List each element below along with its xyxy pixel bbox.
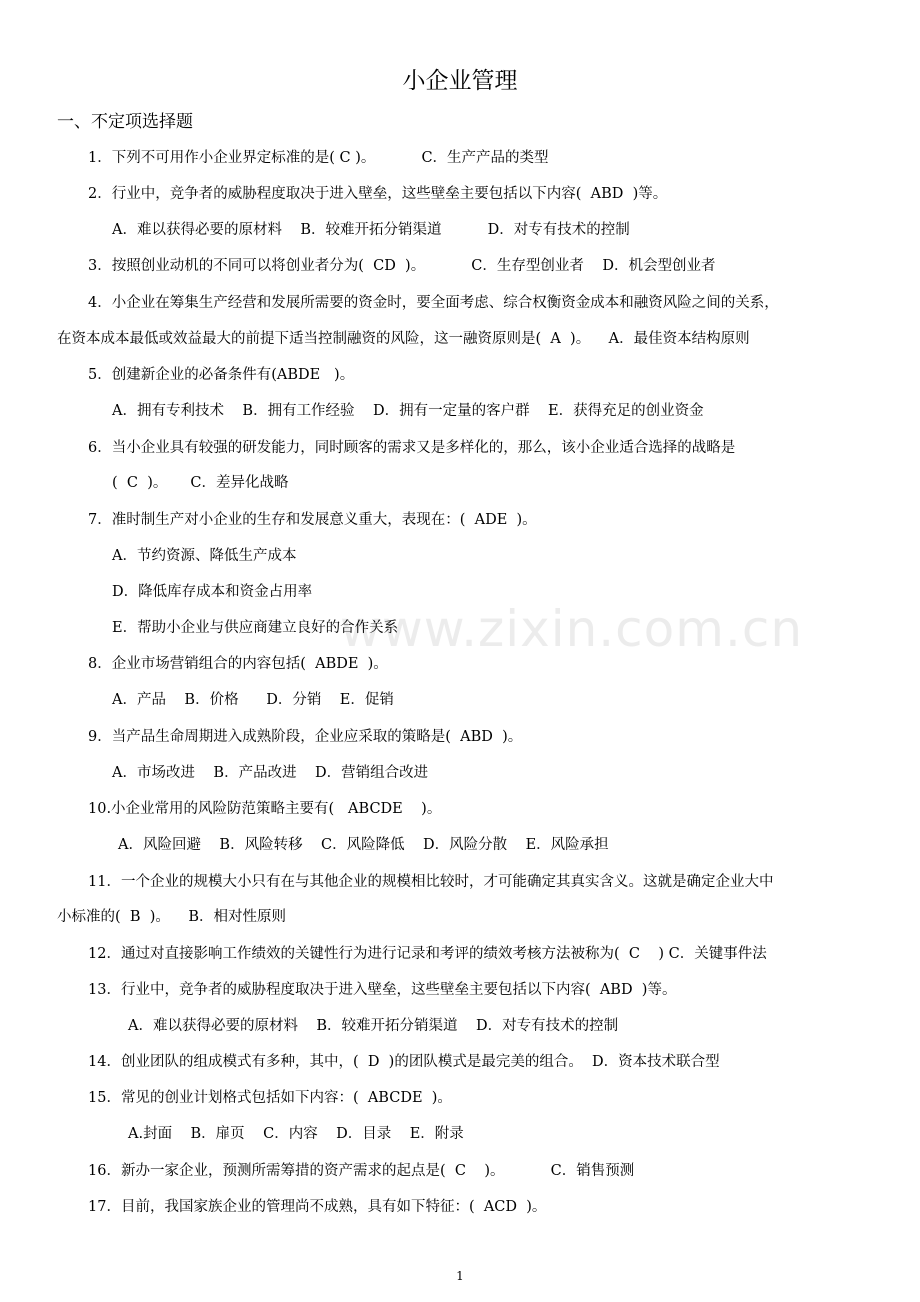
question-2-options: A．难以获得必要的原材料 B．较难开拓分销渠道 D．对专有技术的控制 xyxy=(112,222,630,238)
section-heading: 一、不定项选择题 xyxy=(57,112,193,132)
watermark-text: www.zixin.com.cn xyxy=(340,600,804,658)
question-7-option-d: D．降低库存成本和资金占用率 xyxy=(112,584,313,600)
question-7-option-e: E．帮助小企业与供应商建立良好的合作关系 xyxy=(112,620,399,636)
question-10-options: A．风险回避 B．风险转移 C．风险降低 D．风险分散 E．风险承担 xyxy=(118,837,609,853)
question-8: 8．企业市场营销组合的内容包括( ABDE )。 xyxy=(88,656,388,672)
page-number: 1 xyxy=(456,1269,464,1283)
question-15: 15．常见的创业计划格式包括如下内容：( ABCDE )。 xyxy=(88,1090,452,1106)
question-5-options: A．拥有专利技术 B．拥有工作经验 D．拥有一定量的客户群 E．获得充足的创业资金 xyxy=(112,403,704,419)
question-6-cont: ( C )。 C．差异化战略 xyxy=(112,475,289,491)
question-6: 6．当小企业具有较强的研发能力，同时顾客的需求又是多样化的，那么，该小企业适合选择的战略是 xyxy=(88,440,736,456)
question-15-options: A.封面 B．扉页 C．内容 D．目录 E．附录 xyxy=(128,1126,464,1142)
question-4-cont: 在资本成本最低或效益最大的前提下适当控制融资的风险，这一融资原则是( A )。 A．最佳资本结构原则 xyxy=(57,331,750,347)
question-17: 17．目前，我国家族企业的管理尚不成熟，具有如下特征：( ACD )。 xyxy=(88,1199,547,1215)
question-7-option-a: A．节约资源、降低生产成本 xyxy=(112,548,297,564)
question-12: 12．通过对直接影响工作绩效的关键性行为进行记录和考评的绩效考核方法被称为( C ) C．关键事件法 xyxy=(88,946,767,962)
question-4: 4．小企业在筹集生产经营和发展所需要的资金时，要全面考虑、综合权衡资金成本和融资风险之间的关系， xyxy=(88,295,779,311)
question-5: 5．创建新企业的必备条件有(ABDE )。 xyxy=(88,367,355,383)
question-16: 16．新办一家企业，预测所需筹措的资产需求的起点是( C )。 C．销售预测 xyxy=(88,1163,635,1179)
question-10: 10.小企业常用的风险防范策略主要有( ABCDE )。 xyxy=(88,801,442,817)
question-11-cont: 小标准的( B )。 B．相对性原则 xyxy=(57,909,286,925)
question-13: 13．行业中，竞争者的威胁程度取决于进入壁垒，这些壁垒主要包括以下内容( ABD )等。 xyxy=(88,982,677,998)
document-title: 小企业管理 xyxy=(402,68,518,94)
question-2: 2．行业中，竞争者的威胁程度取决于进入壁垒，这些壁垒主要包括以下内容( ABD )等。 xyxy=(88,186,668,202)
question-7: 7．准时制生产对小企业的生存和发展意义重大，表现在：( ADE )。 xyxy=(88,512,537,528)
question-13-options: A．难以获得必要的原材料 B．较难开拓分销渠道 D．对专有技术的控制 xyxy=(128,1018,619,1034)
question-11: 11．一个企业的规模大小只有在与其他企业的规模相比较时，才可能确定其真实含义。这就是确定企业大中 xyxy=(88,874,774,890)
question-9: 9．当产品生命周期进入成熟阶段，企业应采取的策略是( ABD )。 xyxy=(88,729,523,745)
question-1: 1．下列不可用作小企业界定标准的是( C )。 C．生产产品的类型 xyxy=(88,150,549,166)
question-9-options: A．市场改进 B．产品改进 D．营销组合改进 xyxy=(112,765,429,781)
question-3: 3．按照创业动机的不同可以将创业者分为( CD )。 C．生存型创业者 D．机会型创业者 xyxy=(88,258,716,274)
question-14: 14．创业团队的组成模式有多种，其中，( D )的团队模式是最完美的组合。 D．资本技术联合型 xyxy=(88,1054,720,1070)
question-8-options: A．产品 B．价格 D．分销 E．促销 xyxy=(112,692,394,708)
